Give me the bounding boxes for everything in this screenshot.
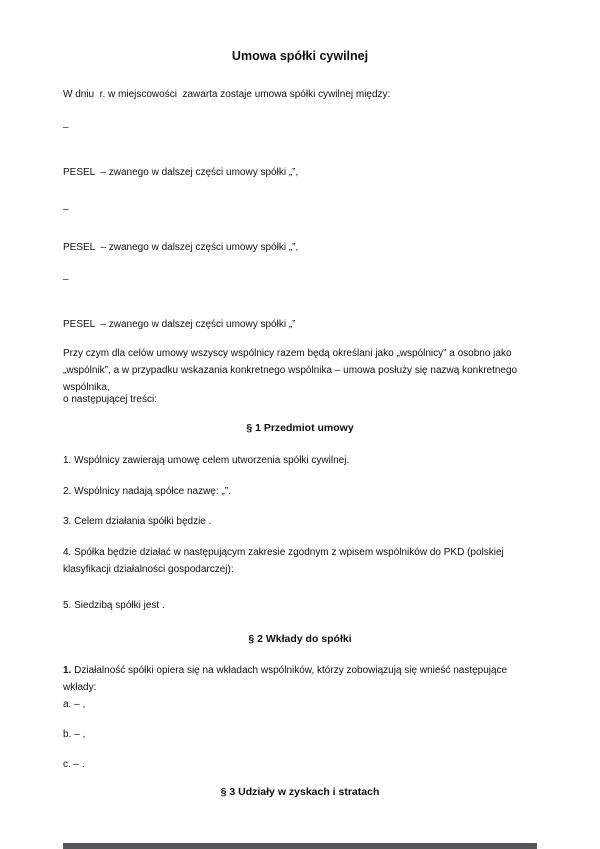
section-2-item-1-text: Działalność spółki opiera się na wkładach wspólników, którzy zobowiązują się wnieść następujące wkłady: [63,665,510,693]
party-1-dash: – [63,122,69,133]
section-1-item-1: 1. Wspólnicy zawierają umowę celem utworzenia spółki cywilnej. [63,455,350,466]
section-1-item-3: 3. Celem działania spółki będzie . [63,516,212,527]
party-2-dash: – [63,204,69,215]
section-2-subitem-c: c. – . [63,759,85,770]
party-1-pesel-line: PESEL – zwanego w dalszej części umowy spółki „”, [63,167,299,178]
party-3-pesel-line: PESEL – zwanego w dalszej części umowy spółki „” [63,319,296,330]
intro-paragraph: W dniu r. w miejscowości zawarta zostaje umowa spółki cywilnej między: [63,89,391,100]
section-1-item-4: 4. Spółka będzie działać w następującym zakresie zgodnym z wpisem wspólników do PKD (polskiej klasyfikacji działalności gospodarczej): [63,547,507,575]
section-1-item-5: 5. Siedzibą spółki jest . [63,600,165,611]
section-2-subitem-b: b. – , [63,729,86,740]
section-2-subitem-a: a. – , [63,699,86,710]
next-content-cutoff-bar [63,843,537,849]
section-1-item-2: 2. Wspólnicy nadają spółce nazwę: „”. [63,486,231,497]
section-3-heading: § 3 Udziały w zyskach i stratach [220,786,380,798]
party-3-dash: – [63,274,69,285]
section-2-heading: § 2 Wkłady do spółki [248,633,352,645]
document-title: Umowa spółki cywilnej [231,49,369,63]
preamble-close: o następującej treści: [63,394,157,405]
section-2-item-1 [63,662,537,696]
section-2-item-1-number: 1. [63,665,72,676]
party-2-pesel-line: PESEL – zwanego w dalszej części umowy spółki „”, [63,242,299,253]
definitions-paragraph: Przy czym dla celów umowy wszyscy wspólnicy razem będą określani jako „wspólnicy” a osobno jako „wspólnik”, a w przypadku wskazania konkretnego wspólnika – umowa posłuży się nazwą konkretnego wspólnika, [63,348,520,393]
section-1-heading: § 1 Przedmiot umowy [246,422,354,434]
